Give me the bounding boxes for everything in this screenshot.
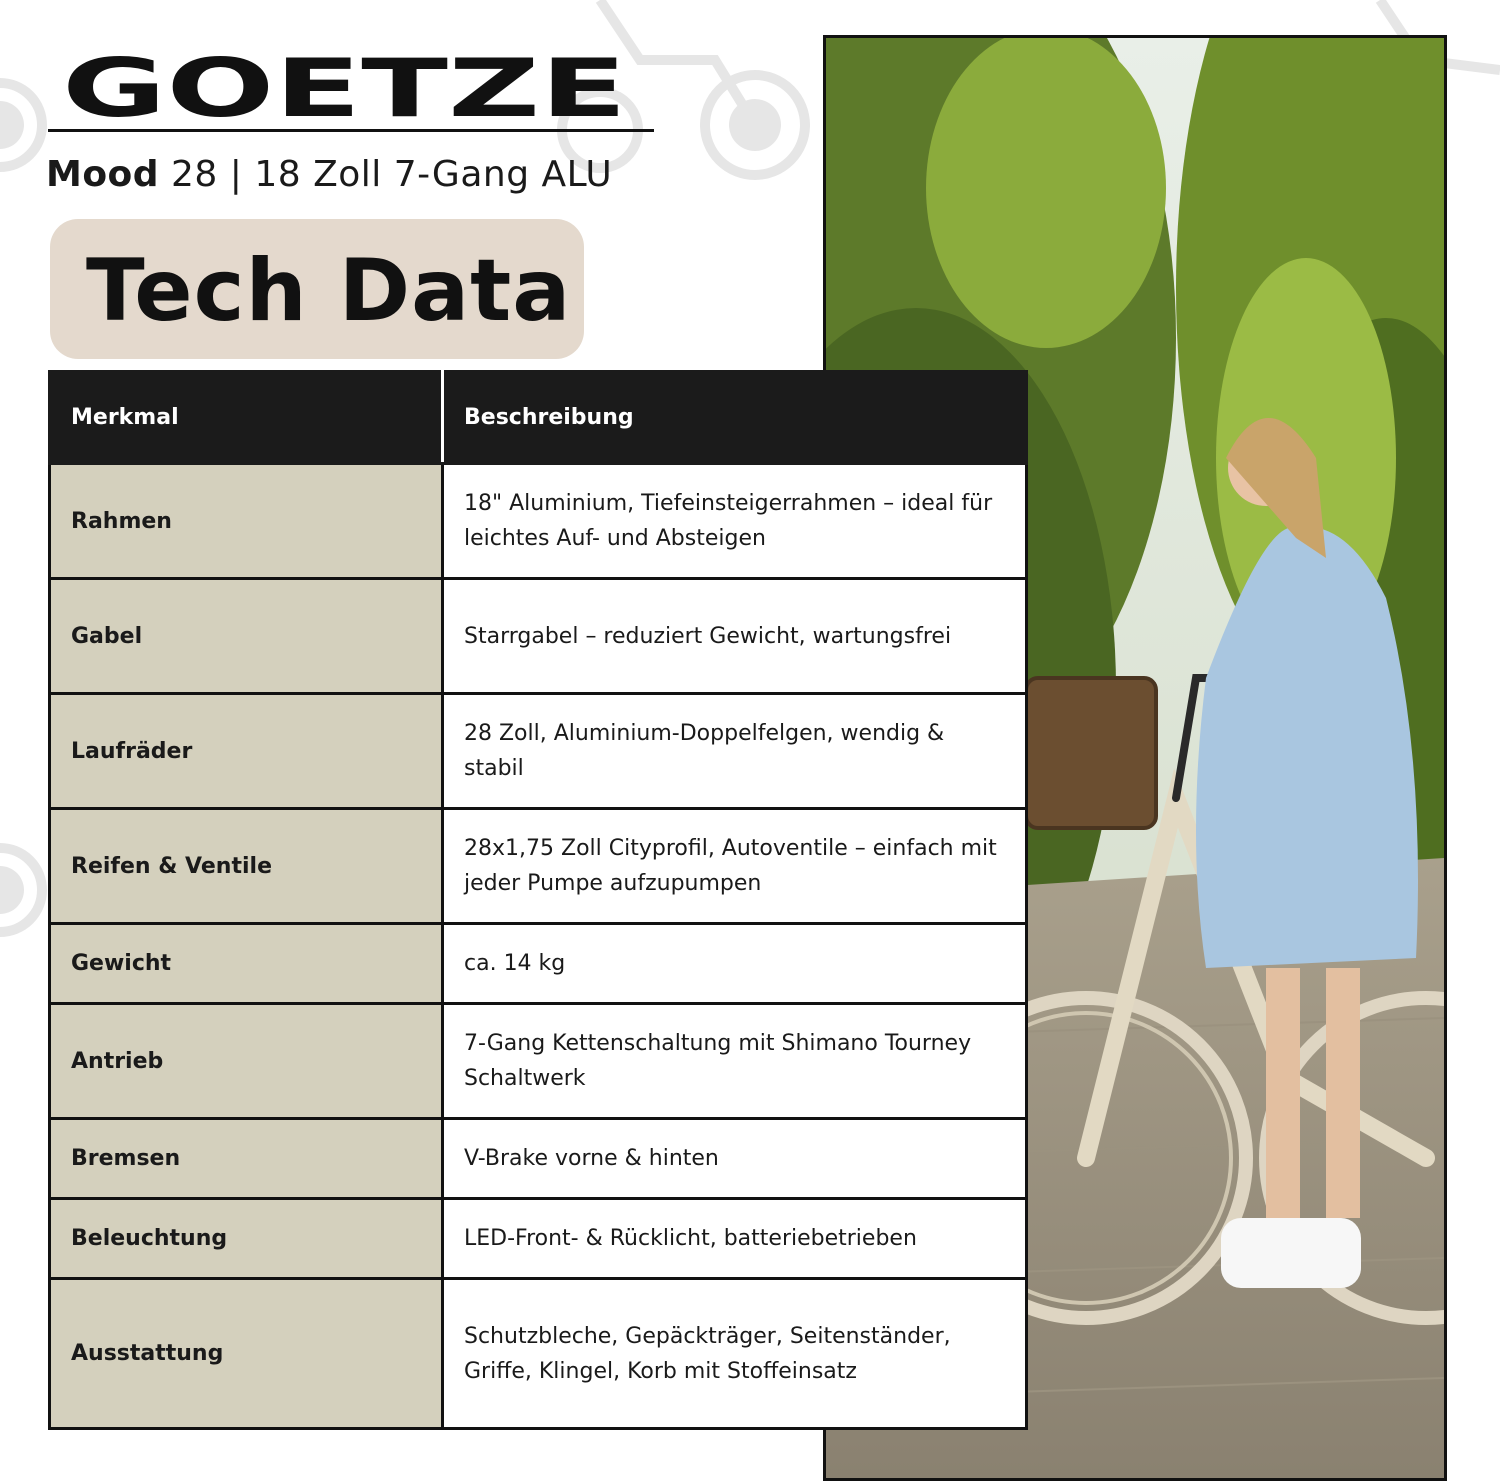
logo-divider bbox=[48, 129, 654, 132]
tech-data-heading: Tech Data bbox=[86, 241, 572, 341]
table-row bbox=[50, 1004, 1027, 1119]
table-row bbox=[50, 694, 1027, 809]
description-cell: 28x1,75 Zoll Cityprofil, Autoventile – einfach mit jeder Pumpe aufzupumpen bbox=[443, 809, 1027, 924]
table-header-row bbox=[50, 372, 1027, 464]
svg-text:GOETZE: GOETZE bbox=[62, 50, 627, 128]
description-cell: LED-Front- & Rücklicht, batteriebetrieben bbox=[443, 1199, 1027, 1279]
tech-data-badge bbox=[50, 219, 584, 359]
model-details: 28 | 18 Zoll 7-Gang ALU bbox=[159, 154, 613, 195]
header-beschreibung: Beschreibung bbox=[443, 372, 1027, 464]
feature-cell: Laufräder bbox=[50, 694, 443, 809]
table-row bbox=[50, 809, 1027, 924]
feature-cell: Bremsen bbox=[50, 1119, 443, 1199]
description-cell: 18" Aluminium, Tiefeinsteigerrahmen – ideal für leichtes Auf- und Absteigen bbox=[443, 464, 1027, 579]
goetze-logo bbox=[62, 50, 632, 128]
table-row bbox=[50, 1119, 1027, 1199]
description-cell: 7-Gang Kettenschaltung mit Shimano Tourney Schaltwerk bbox=[443, 1004, 1027, 1119]
feature-cell: Antrieb bbox=[50, 1004, 443, 1119]
feature-cell: Gabel bbox=[50, 579, 443, 694]
header-merkmal: Merkmal bbox=[50, 372, 443, 464]
feature-cell: Reifen & Ventile bbox=[50, 809, 443, 924]
feature-cell: Gewicht bbox=[50, 924, 443, 1004]
feature-cell: Rahmen bbox=[50, 464, 443, 579]
description-cell: 28 Zoll, Aluminium-Doppelfelgen, wendig & stabil bbox=[443, 694, 1027, 809]
description-cell: ca. 14 kg bbox=[443, 924, 1027, 1004]
model-name: Mood bbox=[46, 154, 160, 195]
table-row bbox=[50, 464, 1027, 579]
feature-cell: Beleuchtung bbox=[50, 1199, 443, 1279]
description-cell: V-Brake vorne & hinten bbox=[443, 1119, 1027, 1199]
product-subtitle bbox=[46, 154, 612, 195]
description-cell: Starrgabel – reduziert Gewicht, wartungsfrei bbox=[443, 579, 1027, 694]
tech-data-table bbox=[48, 370, 1028, 1430]
table-row bbox=[50, 1279, 1027, 1429]
table-row bbox=[50, 579, 1027, 694]
feature-cell: Ausstattung bbox=[50, 1279, 443, 1429]
table-row bbox=[50, 1199, 1027, 1279]
description-cell: Schutzbleche, Gepäckträger, Seitenständer, Griffe, Klingel, Korb mit Stoffeinsatz bbox=[443, 1279, 1027, 1429]
table-row bbox=[50, 924, 1027, 1004]
